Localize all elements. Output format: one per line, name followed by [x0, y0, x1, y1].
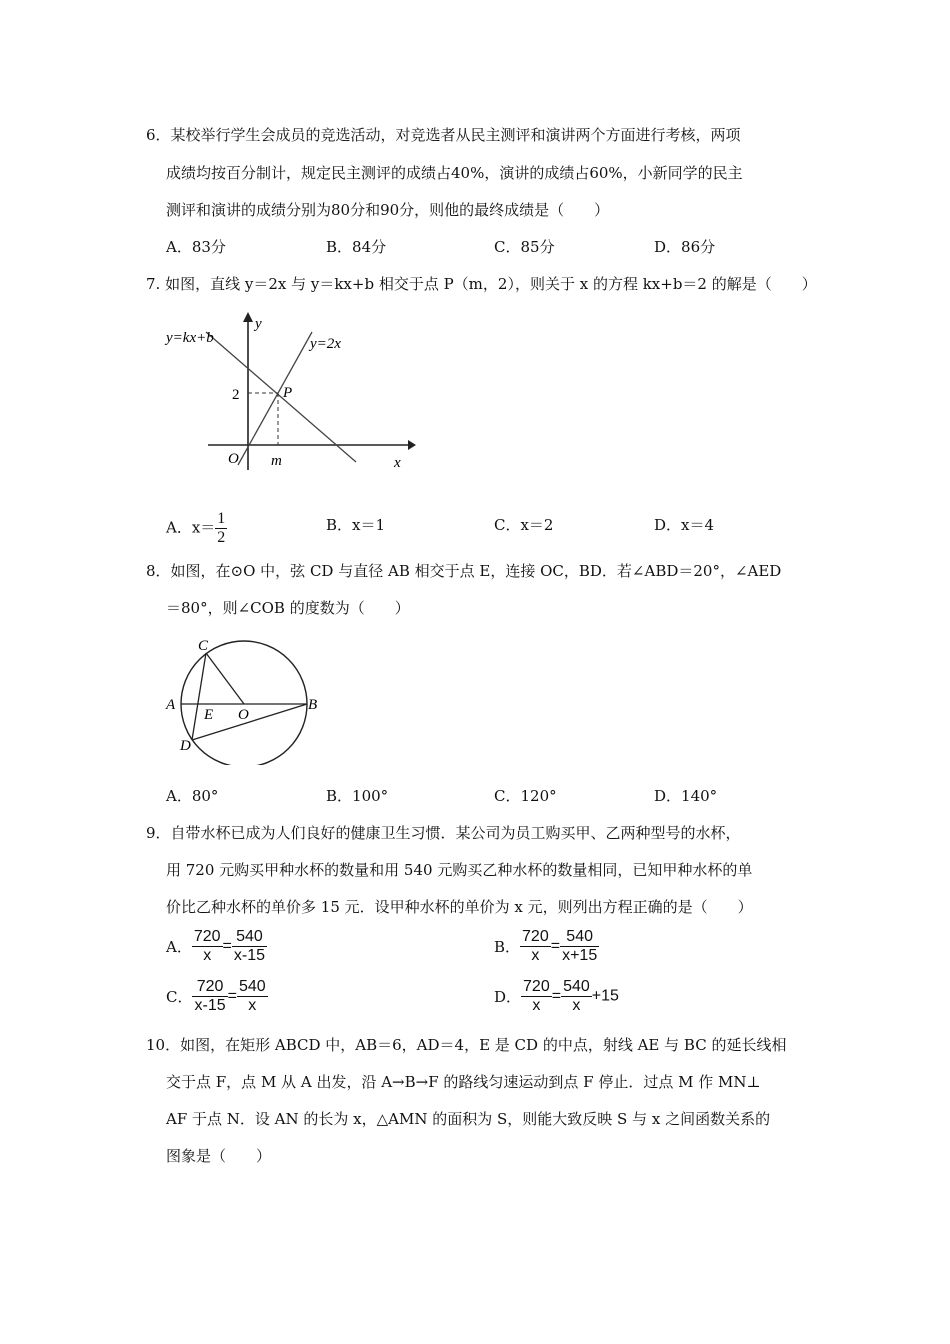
- q8-option-d[interactable]: D．140°: [654, 787, 718, 805]
- q10-line1: 10．如图，在矩形 ABCD 中，AB＝6，AD＝4，E 是 CD 的中点，射线 AE 与 BC 的延长线相: [146, 1036, 787, 1054]
- q9-d-right-den: x: [572, 997, 581, 1014]
- q6-line3: 测评和演讲的成绩分别为80分和90分，则他的最终成绩是（ ）: [166, 201, 610, 219]
- q9-option-c[interactable]: [166, 978, 268, 1015]
- x-axis-arrow: [408, 440, 416, 450]
- segment-oc: [206, 653, 244, 704]
- q6-option-b[interactable]: B．84分: [326, 238, 387, 256]
- q7-option-a-prefix: A．x＝: [166, 518, 216, 537]
- label-p: P: [283, 385, 293, 401]
- label-c: C: [198, 638, 209, 654]
- q9-c-left-den: x-15: [194, 997, 226, 1014]
- q7-figure: [160, 310, 420, 480]
- q9-a-equals: =: [222, 937, 232, 955]
- q9-d-right-num: 540: [563, 978, 590, 995]
- q9-c-left-num: 720: [192, 978, 227, 997]
- q7-option-a[interactable]: [166, 510, 227, 547]
- q9-option-d-label: D．: [494, 988, 522, 1006]
- q7-option-a-denominator: 2: [217, 529, 226, 546]
- q9-b-left-num: 720: [522, 928, 549, 945]
- q9-line1: 9．自带水杯已成为人们良好的健康卫生习惯．某公司为员工购买甲、乙两种型号的水杯，: [146, 824, 741, 842]
- q8-figure: [160, 630, 330, 765]
- q9-option-a-label: A．: [166, 938, 192, 956]
- label-x: x: [394, 455, 401, 471]
- q10-line3: AF 于点 N．设 AN 的长为 x，△AMN 的面积为 S，则能大致反映 S 与 x 之间函数关系的: [166, 1110, 771, 1128]
- q9-d-left-den: x: [532, 997, 541, 1014]
- label-o: O: [238, 707, 249, 723]
- q9-c-equals: =: [227, 987, 237, 1005]
- label-kxb: y=kx+b: [166, 330, 214, 346]
- q9-option-b[interactable]: [494, 928, 599, 965]
- q6-option-c[interactable]: C．85分: [494, 238, 555, 256]
- q9-line3: 价比乙种水杯的单价多 15 元．设甲种水杯的单价为 x 元，则列出方程正确的是（ ）: [166, 898, 753, 916]
- label-d: D: [180, 738, 191, 754]
- q9-c-right-num: 540: [238, 978, 266, 995]
- label-e: E: [204, 707, 214, 723]
- label-b: B: [308, 697, 318, 713]
- q8-line2: ＝80°，则∠COB 的度数为（ ）: [166, 599, 410, 617]
- q6-line1: 6．某校举行学生会成员的竞选活动，对竞选者从民主测评和演讲两个方面进行考核，两项: [146, 126, 741, 144]
- q9-d-tail: +15: [591, 987, 619, 1005]
- q9-c-right-den: x: [248, 997, 257, 1014]
- q9-option-c-label: C．: [166, 988, 193, 1006]
- q7-option-d[interactable]: D．x＝4: [654, 516, 715, 534]
- label-y: y: [255, 316, 262, 332]
- label-m: m: [271, 453, 282, 469]
- q9-d-equals: =: [551, 987, 562, 1005]
- q9-option-d[interactable]: [494, 978, 619, 1015]
- q9-option-a[interactable]: [166, 928, 267, 965]
- q7-option-b[interactable]: B．x＝1: [326, 516, 386, 534]
- q9-a-right-num: 540: [232, 928, 267, 947]
- q9-d-left-num: 720: [523, 978, 550, 995]
- q8-line1: 8．如图，在⊙O 中，弦 CD 与直径 AB 相交于点 E，连接 OC，BD．若∠ABD＝20°，∠AED: [146, 562, 782, 580]
- q7-line1: 7. 如图，直线 y＝2x 与 y＝kx+b 相交于点 P（m，2），则关于 x 的方程 kx+b＝2 的解是（ ）: [146, 275, 817, 293]
- q9-option-b-label: B．: [494, 938, 521, 956]
- label-2x: y=2x: [310, 336, 341, 352]
- q6-option-a[interactable]: A．83分: [166, 238, 226, 256]
- q7-option-c[interactable]: C．x＝2: [494, 516, 554, 534]
- label-origin: O: [228, 451, 239, 467]
- q9-b-left-den: x: [531, 947, 540, 964]
- q6-option-d[interactable]: D．86分: [654, 238, 716, 256]
- q6-line2: 成绩均按百分制计，规定民主测评的成绩占40%，演讲的成绩占60%，小新同学的民主: [166, 164, 743, 182]
- q10-line2: 交于点 F，点 M 从 A 出发，沿 A→B→F 的路线匀速运动到点 F 停止．过点 M 作 MN⊥: [166, 1073, 761, 1091]
- q9-a-left-den: x: [203, 947, 212, 964]
- q10-line4: 图象是（ ）: [166, 1147, 272, 1165]
- q7-option-a-numerator: 1: [217, 510, 226, 527]
- q9-line2: 用 720 元购买甲种水杯的数量和用 540 元购买乙种水杯的数量相同，已知甲种水杯的单: [166, 861, 753, 879]
- q9-a-left-num: 720: [193, 928, 221, 945]
- y-axis-arrow: [243, 312, 253, 322]
- q8-option-a[interactable]: A．80°: [166, 787, 219, 805]
- q9-b-right-den: x+15: [562, 947, 598, 964]
- q9-b-right-num: 540: [560, 928, 599, 947]
- q8-option-b[interactable]: B．100°: [326, 787, 389, 805]
- q9-b-equals: =: [550, 937, 561, 955]
- label-a: A: [166, 697, 176, 713]
- q9-a-right-den: x-15: [233, 947, 266, 964]
- q8-option-c[interactable]: C．120°: [494, 787, 557, 805]
- label-two: 2: [232, 387, 240, 403]
